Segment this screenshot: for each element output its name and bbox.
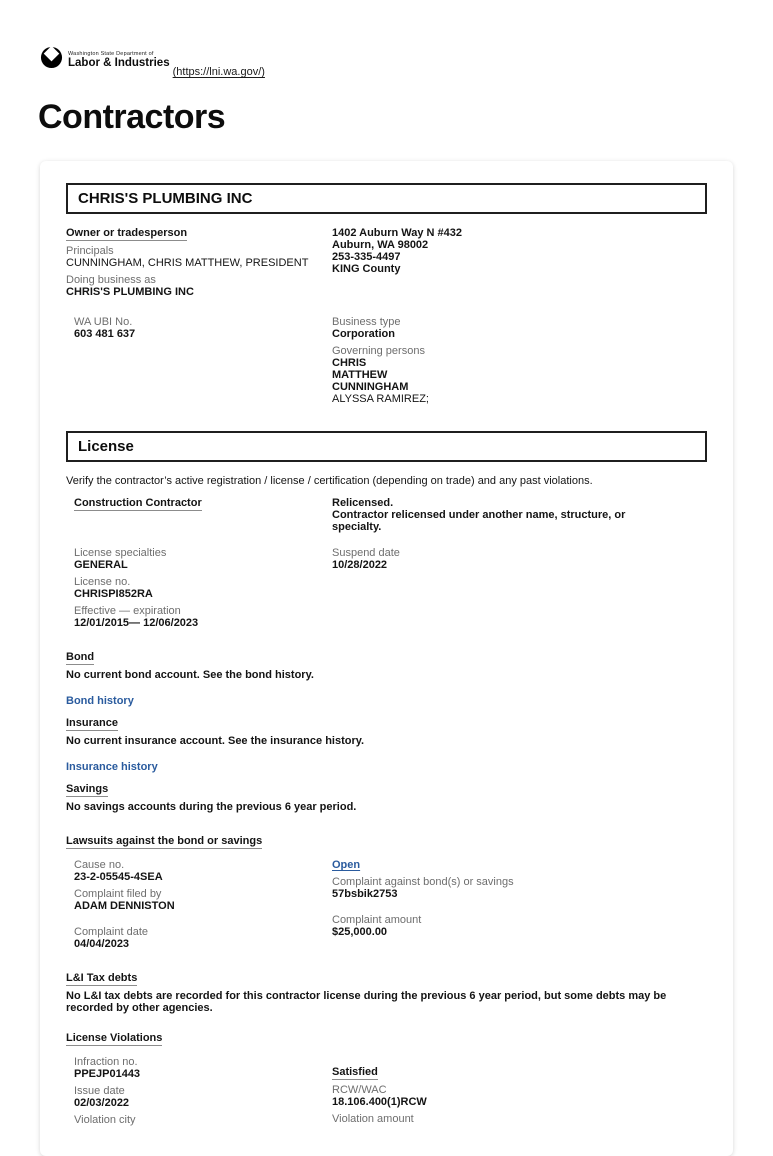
business-type-value: Corporation: [332, 328, 395, 340]
address-column: [332, 227, 707, 298]
insurance-section: [66, 717, 707, 773]
bond-text: No current bond account. See the bond history.: [66, 669, 314, 681]
violation-amount-label: Violation amount: [332, 1113, 414, 1125]
insurance-label: Insurance: [66, 717, 118, 729]
dba-label: Doing business as: [66, 274, 156, 286]
license-type-row: [66, 497, 707, 533]
lawsuits-section: [66, 835, 707, 950]
specialties-value: GENERAL: [74, 559, 128, 571]
complaint-amount-label: Complaint amount: [332, 914, 422, 926]
license-no-value: CHRISPI852RA: [74, 588, 153, 600]
bond-label: Bond: [66, 651, 95, 663]
lawsuit-right-column: [332, 859, 707, 950]
suspend-date-label: Suspend date: [332, 547, 400, 559]
governing-person-line: ALYSSA RAMIREZ;: [332, 393, 429, 405]
infraction-no-value: PPEJP01443: [74, 1068, 141, 1080]
bond-section: [66, 651, 707, 707]
license-no-label: License no.: [74, 576, 131, 588]
license-status-detail: Contractor relicensed under another name, structure, or specialty.: [332, 509, 626, 533]
lawsuit-row: [66, 859, 707, 950]
specialties-column: [66, 547, 332, 629]
dba-value: CHRIS'S PLUMBING INC: [66, 286, 194, 298]
effective-expiration-label: Effective — expiration: [74, 605, 181, 617]
page-title: Contractors: [38, 98, 226, 136]
bond-history-link[interactable]: Bond history: [66, 695, 134, 707]
cause-no-value: 23-2-05545-4SEA: [74, 871, 163, 883]
tax-debts-section: [66, 972, 707, 1014]
logo-dept-line: Washington State Department of: [68, 50, 154, 57]
contractor-detail-card: [40, 161, 733, 1156]
rcw-wac-label: RCW/WAC: [332, 1084, 387, 1096]
license-status-column: [332, 497, 707, 533]
lawsuit-status-link[interactable]: Open: [332, 859, 361, 871]
savings-section: [66, 783, 707, 813]
business-type-label: Business type: [332, 316, 401, 328]
ubi-value: 603 481 637: [74, 328, 136, 340]
lni-logo-icon: [40, 46, 63, 74]
governing-person-line: MATTHEW: [332, 369, 388, 381]
suspend-date-value: 10/28/2022: [332, 559, 388, 571]
violation-row: [66, 1056, 707, 1126]
logo-agency-line: Labor & Industries: [68, 56, 170, 69]
governing-persons-label: Governing persons: [332, 345, 425, 357]
ubi-businesstype-row: [66, 316, 707, 405]
lawsuit-left-column: [66, 859, 332, 950]
principals-value: CUNNINGHAM, CHRIS MATTHEW, PRESIDENT: [66, 257, 309, 269]
tax-debts-text: No L&I tax debts are recorded for this contractor license during the previous 6 year period, but some debts may be recorded by other agencies.: [66, 990, 667, 1014]
address-line2: Auburn, WA 98002: [332, 239, 429, 251]
governing-person-line: CHRIS: [332, 357, 367, 369]
violation-status-label: Satisfied: [332, 1066, 378, 1078]
cause-no-label: Cause no.: [74, 859, 125, 871]
specialties-suspend-row: [66, 547, 707, 629]
violation-right-column: [332, 1056, 707, 1126]
ubi-label: WA UBI No.: [74, 316, 133, 328]
insurance-history-link[interactable]: Insurance history: [66, 761, 158, 773]
savings-text: No savings accounts during the previous 6 year period.: [66, 801, 357, 813]
verify-text: Verify the contractor’s active registration / license / certification (depending on trade) and any past violations.: [66, 475, 593, 487]
complaint-amount-value: $25,000.00: [332, 926, 388, 938]
site-header: [0, 0, 773, 78]
ubi-column: [66, 316, 332, 405]
infraction-no-label: Infraction no.: [74, 1056, 138, 1068]
effective-expiration-value: 12/01/2015— 12/06/2023: [74, 617, 199, 629]
site-url-link[interactable]: (https://lni.wa.gov/): [172, 66, 265, 78]
complaint-filed-by-label: Complaint filed by: [74, 888, 162, 900]
complaint-filed-by-value: ADAM DENNISTON: [74, 900, 175, 912]
complaint-against-value: 57bsbik2753: [332, 888, 398, 900]
violations-section: [66, 1032, 707, 1126]
phone-number: 253-335-4497: [332, 251, 401, 263]
owner-address-row: [66, 227, 707, 298]
logo-text: [68, 51, 170, 70]
owner-column: [66, 227, 332, 298]
tax-debts-label: L&I Tax debts: [66, 972, 138, 984]
governing-person-line: CUNNINGHAM: [332, 381, 409, 393]
violation-left-column: [66, 1056, 332, 1126]
specialties-label: License specialties: [74, 547, 167, 559]
violations-section-label: License Violations: [66, 1032, 163, 1044]
owner-section-label: Owner or tradesperson: [66, 227, 188, 239]
address-line1: 1402 Auburn Way N #432: [332, 227, 463, 239]
issue-date-label: Issue date: [74, 1085, 125, 1097]
insurance-text: No current insurance account. See the insurance history.: [66, 735, 365, 747]
license-type-label: Construction Contractor: [74, 497, 202, 509]
savings-label: Savings: [66, 783, 109, 795]
complaint-against-label: Complaint against bond(s) or savings: [332, 876, 514, 888]
rcw-wac-value: 18.106.400(1)RCW: [332, 1096, 427, 1108]
license-type-column: [66, 497, 332, 533]
license-section-header: License: [66, 431, 707, 462]
business-name-header: CHRIS'S PLUMBING INC: [66, 183, 707, 214]
issue-date-value: 02/03/2022: [74, 1097, 130, 1109]
principals-label: Principals: [66, 245, 114, 257]
complaint-date-label: Complaint date: [74, 926, 148, 938]
license-status-title: Relicensed.: [332, 497, 394, 509]
violation-city-label: Violation city: [74, 1114, 136, 1126]
business-type-column: [332, 316, 707, 405]
complaint-date-value: 04/04/2023: [74, 938, 130, 950]
county: KING County: [332, 263, 401, 275]
lni-logo-link[interactable]: [40, 46, 170, 74]
lawsuits-section-label: Lawsuits against the bond or savings: [66, 835, 263, 847]
suspend-column: [332, 547, 707, 629]
